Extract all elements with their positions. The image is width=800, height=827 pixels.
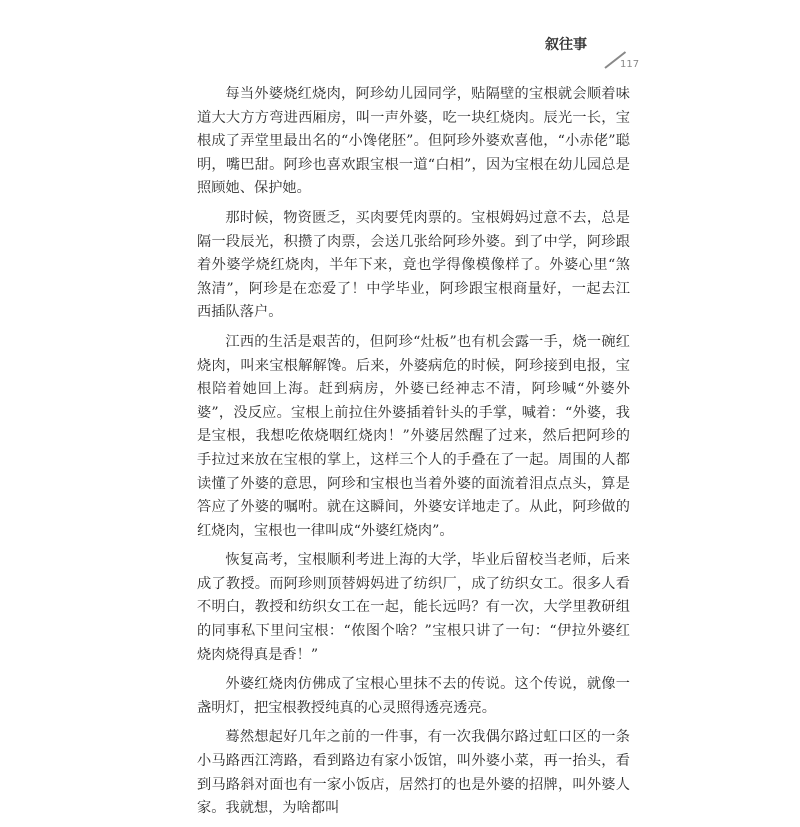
paragraph: 恢复高考，宝根顺利考进上海的大学，毕业后留校当老师，后来成了教授。而阿珍则顶替姆妈进了纺织厂，成了纺织女工。很多人看不明白，教授和纺织女工在一起，能长远吗？有一次，大学里教研组的同事私下里问宝根：“侬图个啥？”宝根只讲了一句：“伊拉外婆红烧肉烧得真是香！” bbox=[197, 552, 630, 663]
paragraph: 每当外婆烧红烧肉，阿珍幼儿园同学，贴隔壁的宝根就会顺着味道大大方方弯进西厢房，叫一声外婆，吃一块红烧肉。辰光一长，宝根成了弄堂里最出名的“小馋佬胚”。但阿珍外婆欢喜他，“小赤佬”聪明，嘴巴甜。阿珍也喜欢跟宝根一道“白相”，因为宝根在幼儿园总是照顾她、保护她。 bbox=[197, 86, 630, 197]
paragraph: 那时候，物资匮乏，买肉要凭肉票的。宝根姆妈过意不去，总是隔一段辰光，积攒了肉票，会送几张给阿珍外婆。到了中学，阿珍跟着外婆学烧红烧肉，半年下来，竟也学得像模像样了。外婆心里“煞煞清”，阿珍是在恋爱了！中学毕业，阿珍跟宝根商量好，一起去江西插队落户。 bbox=[197, 209, 630, 321]
running-title: 叙往事 bbox=[545, 37, 587, 53]
page-header bbox=[545, 22, 645, 82]
paragraph: 江西的生活是艰苦的，但阿珍“灶板”也有机会露一手，烧一碗红烧肉，叫来宝根解解馋。后来，外婆病危的时候，阿珍接到电报，宝根陪着她回上海。赶到病房，外婆已经神志不清，阿珍喊“外婆外婆”，没反应。宝根上前拉住外婆插着针头的手掌，喊着：“外婆，我是宝根，我想吃侬烧咽红烧肉！”外婆居然醒了过来，然后把阿珍的手拉过来放在宝根的掌上，这样三个人的手叠在了一起。周围的人都读懂了外婆的意思，阿珍和宝根也当着外婆的面流着泪点点头，算是答应了外婆的嘱咐。就在这瞬间，外婆安详地走了。从此，阿珍做的红烧肉，宝根也一律叫成“外婆红烧肉”。 bbox=[197, 333, 630, 539]
paragraph: 蓦然想起好几年之前的一件事，有一次我偶尔路过虹口区的一条小马路西江湾路，看到路边有家小饭馆，叫外婆小菜，再一抬头，看到马路斜对面也有一家小饭店，居然打的也是外婆的招牌，叫外婆人家。我就想，为啥都叫 bbox=[197, 729, 630, 817]
body-text bbox=[197, 83, 630, 827]
paragraph: 外婆红烧肉仿佛成了宝根心里抹不去的传说。这个传说，就像一盏明灯，把宝根教授纯真的心灵照得透亮透亮。 bbox=[197, 676, 630, 716]
page-number: 117 bbox=[620, 59, 640, 70]
